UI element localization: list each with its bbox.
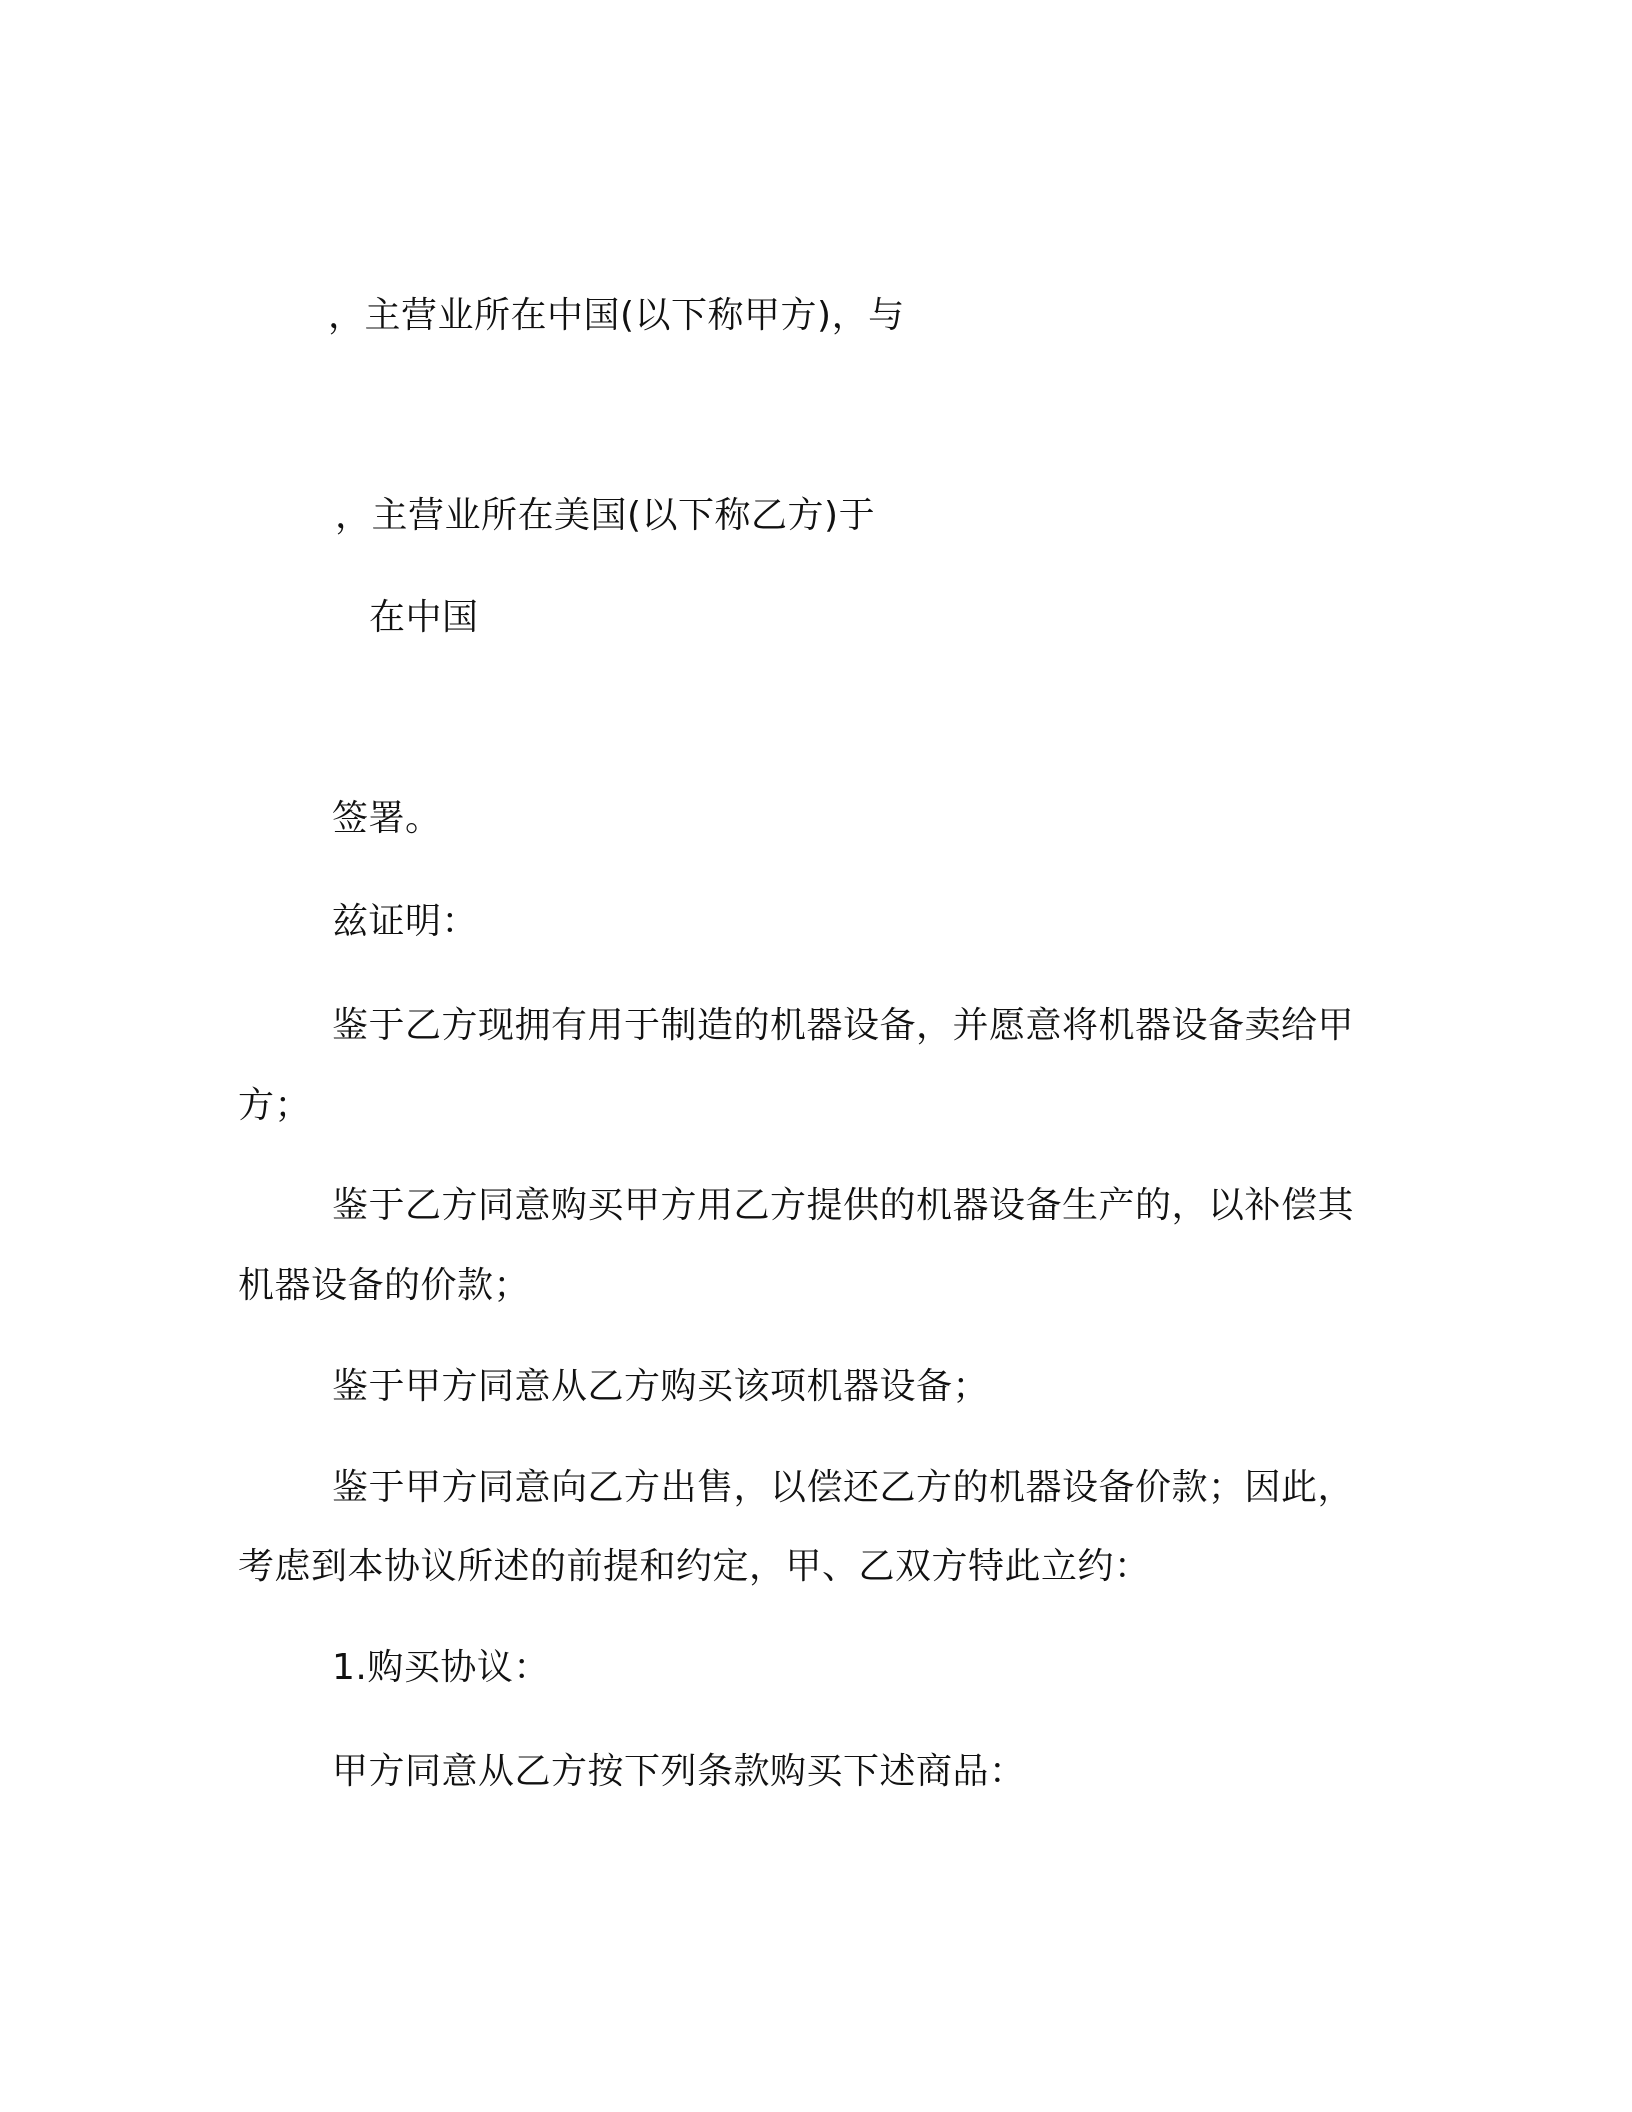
- recital-2-line-1: 鉴于乙方同意购买甲方用乙方提供的机器设备生产的，以补偿其: [332, 1185, 1355, 1226]
- witness-line: 兹证明：: [332, 901, 479, 942]
- clause-1-heading: 1.购买协议：: [332, 1647, 550, 1688]
- recital-1-line-1: 鉴于乙方现拥有用于制造的机器设备，并愿意将机器设备卖给甲: [332, 1005, 1355, 1046]
- party-a-line: ，主营业所在中国(以下称甲方)，与: [328, 295, 905, 336]
- recital-3-line: 鉴于甲方同意从乙方购买该项机器设备；: [332, 1366, 990, 1407]
- recital-2-line-2: 机器设备的价款；: [238, 1265, 531, 1306]
- recital-4-line-1: 鉴于甲方同意向乙方出售，以偿还乙方的机器设备价款；因此，: [332, 1467, 1355, 1508]
- recital-4-line-2: 考虑到本协议所述的前提和约定，甲、乙双方特此立约：: [238, 1546, 1151, 1587]
- signing-place-line: 在中国: [369, 597, 479, 638]
- party-b-line: ，主营业所在美国(以下称乙方)于: [335, 495, 876, 536]
- recital-1-line-2: 方；: [238, 1085, 312, 1126]
- signed-line: 签署。: [332, 798, 442, 839]
- clause-1-body: 甲方同意从乙方按下列条款购买下述商品：: [332, 1751, 1026, 1792]
